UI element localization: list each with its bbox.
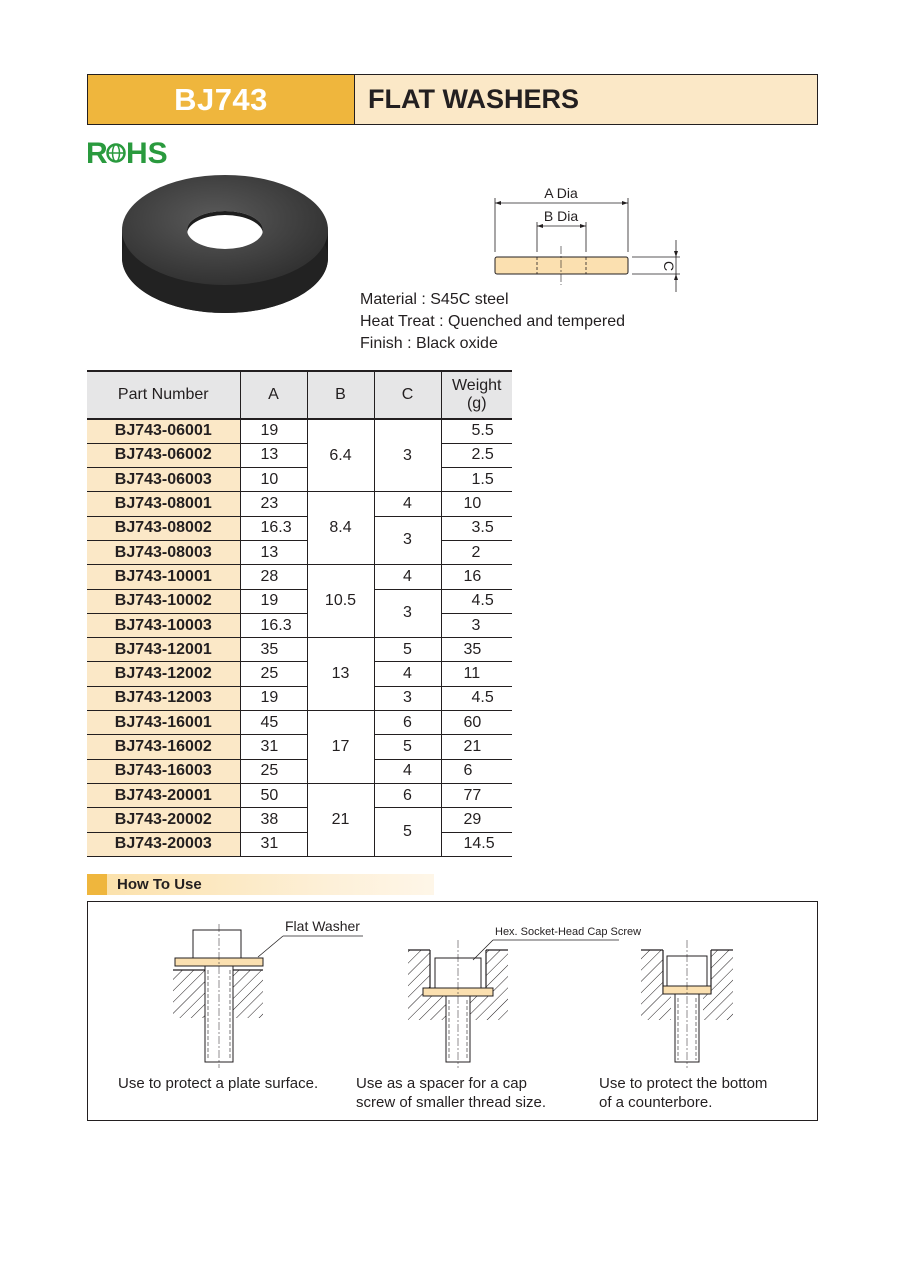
part-number-cell: BJ743-06003 (87, 468, 240, 492)
caption-spacer (356, 1074, 546, 1112)
table-row (87, 419, 512, 443)
part-number-cell: BJ743-06002 (87, 443, 240, 467)
part-number-cell: BJ743-20002 (87, 808, 240, 832)
weight-cell: 11 (441, 662, 512, 686)
table-row (87, 516, 512, 540)
a-cell: 19 (240, 589, 307, 613)
spec-heat-treat: Heat Treat : Quenched and tempered (360, 313, 626, 330)
part-number-cell: BJ743-20003 (87, 832, 240, 856)
c-cell: 3 (374, 516, 441, 565)
a-cell: 16.3 (240, 516, 307, 540)
caption-line: Use as a spacer for a cap (356, 1075, 527, 1092)
part-number-cell: BJ743-16002 (87, 735, 240, 759)
part-number-cell: BJ743-10003 (87, 613, 240, 637)
part-number-cell: BJ743-08001 (87, 492, 240, 516)
weight-cell: 29 (441, 808, 512, 832)
a-cell: 28 (240, 565, 307, 589)
weight-cell: 3 (441, 613, 512, 637)
header-part-number: Part Number (87, 371, 240, 419)
a-cell: 31 (240, 832, 307, 856)
a-cell: 45 (240, 711, 307, 735)
spec-finish: Finish : Black oxide (360, 335, 498, 352)
header-weight-line2: (g) (466, 395, 487, 412)
a-cell: 35 (240, 638, 307, 662)
table-row (87, 662, 512, 686)
caption-line: screw of smaller thread size. (356, 1094, 547, 1111)
use-figure-spacer (393, 910, 642, 1070)
page-header (87, 74, 818, 125)
weight-cell: 4.5 (441, 686, 512, 710)
table-row (87, 686, 512, 710)
table-row (87, 711, 512, 735)
header-weight-line1: Weight (451, 377, 502, 394)
a-cell: 13 (240, 443, 307, 467)
product-title: FLAT WASHERS (355, 75, 817, 124)
caption-plate-surface (118, 1074, 318, 1093)
weight-cell: 2.5 (441, 443, 512, 467)
b-cell: 10.5 (307, 565, 374, 638)
spec-material: Material : S45C steel (360, 291, 509, 308)
caption-line: Use to protect the bottom (599, 1075, 768, 1092)
a-cell: 25 (240, 759, 307, 783)
c-cell: 4 (374, 662, 441, 686)
part-number-cell: BJ743-08003 (87, 540, 240, 564)
weight-cell: 5.5 (441, 419, 512, 443)
c-cell: 3 (374, 419, 441, 492)
a-cell: 25 (240, 662, 307, 686)
weight-cell: 77 (441, 783, 512, 807)
part-number-cell: BJ743-10002 (87, 589, 240, 613)
use-figure-plate-surface (163, 910, 373, 1070)
table-row (87, 613, 512, 637)
part-number-cell: BJ743-10001 (87, 565, 240, 589)
table-row (87, 589, 512, 613)
a-cell: 31 (240, 735, 307, 759)
table-row (87, 468, 512, 492)
caption-line: Use to protect a plate surface. (118, 1075, 319, 1092)
weight-cell: 14.5 (441, 832, 512, 856)
product-code: BJ743 (88, 75, 355, 124)
c-label: C (661, 261, 677, 272)
how-to-use-panel (87, 901, 818, 1121)
weight-cell: 6 (441, 759, 512, 783)
weight-cell: 2 (441, 540, 512, 564)
table-row (87, 832, 512, 856)
c-cell: 4 (374, 492, 441, 516)
table-header-row (87, 371, 512, 419)
part-number-cell: BJ743-12003 (87, 686, 240, 710)
c-cell: 5 (374, 808, 441, 857)
c-cell: 3 (374, 686, 441, 710)
part-number-cell: BJ743-12001 (87, 638, 240, 662)
how-to-use-title: How To Use (117, 876, 202, 893)
b-cell: 6.4 (307, 419, 374, 492)
c-cell: 3 (374, 589, 441, 638)
part-number-cell: BJ743-12002 (87, 662, 240, 686)
header-weight (441, 371, 512, 419)
weight-cell: 1.5 (441, 468, 512, 492)
table-row (87, 540, 512, 564)
a-cell: 19 (240, 686, 307, 710)
part-number-cell: BJ743-06001 (87, 419, 240, 443)
rohs-logo-icon (86, 134, 176, 170)
a-cell: 10 (240, 468, 307, 492)
weight-cell: 3.5 (441, 516, 512, 540)
a-cell: 38 (240, 808, 307, 832)
c-cell: 6 (374, 783, 441, 807)
weight-cell: 60 (441, 711, 512, 735)
washer-photo (110, 172, 340, 320)
part-number-cell: BJ743-16003 (87, 759, 240, 783)
header-b: B (307, 371, 374, 419)
heading-marker (87, 874, 107, 895)
table-row (87, 492, 512, 516)
caption-line: of a counterbore. (599, 1094, 713, 1111)
table-row (87, 808, 512, 832)
b-cell: 21 (307, 783, 374, 856)
cap-screw-label: Hex. Socket-Head Cap Screw (495, 926, 642, 938)
b-cell: 17 (307, 711, 374, 784)
a-cell: 50 (240, 783, 307, 807)
a-cell: 19 (240, 419, 307, 443)
weight-cell: 4.5 (441, 589, 512, 613)
header-a: A (240, 371, 307, 419)
b-dia-label: B Dia (543, 208, 579, 224)
svg-text:R: R (86, 137, 108, 170)
caption-counterbore (599, 1074, 767, 1112)
c-cell: 6 (374, 711, 441, 735)
table-row (87, 735, 512, 759)
svg-text:HS: HS (126, 137, 168, 170)
weight-cell: 35 (441, 638, 512, 662)
c-cell: 4 (374, 759, 441, 783)
table-row (87, 759, 512, 783)
a-dia-label: A Dia (544, 185, 578, 201)
part-number-table (87, 370, 512, 857)
c-cell: 5 (374, 638, 441, 662)
header-c: C (374, 371, 441, 419)
use-figure-counterbore (633, 910, 753, 1070)
spec-list (360, 289, 625, 355)
weight-cell: 16 (441, 565, 512, 589)
table-row (87, 783, 512, 807)
weight-cell: 10 (441, 492, 512, 516)
part-number-cell: BJ743-08002 (87, 516, 240, 540)
b-cell: 8.4 (307, 492, 374, 565)
table-row (87, 638, 512, 662)
part-number-cell: BJ743-16001 (87, 711, 240, 735)
a-cell: 16.3 (240, 613, 307, 637)
c-cell: 5 (374, 735, 441, 759)
part-number-cell: BJ743-20001 (87, 783, 240, 807)
weight-cell: 21 (441, 735, 512, 759)
flat-washer-label: Flat Washer (285, 918, 360, 934)
dimension-drawing (480, 180, 700, 295)
a-cell: 13 (240, 540, 307, 564)
how-to-use-heading (87, 874, 434, 895)
table-row (87, 565, 512, 589)
table-row (87, 443, 512, 467)
b-cell: 13 (307, 638, 374, 711)
c-cell: 4 (374, 565, 441, 589)
a-cell: 23 (240, 492, 307, 516)
